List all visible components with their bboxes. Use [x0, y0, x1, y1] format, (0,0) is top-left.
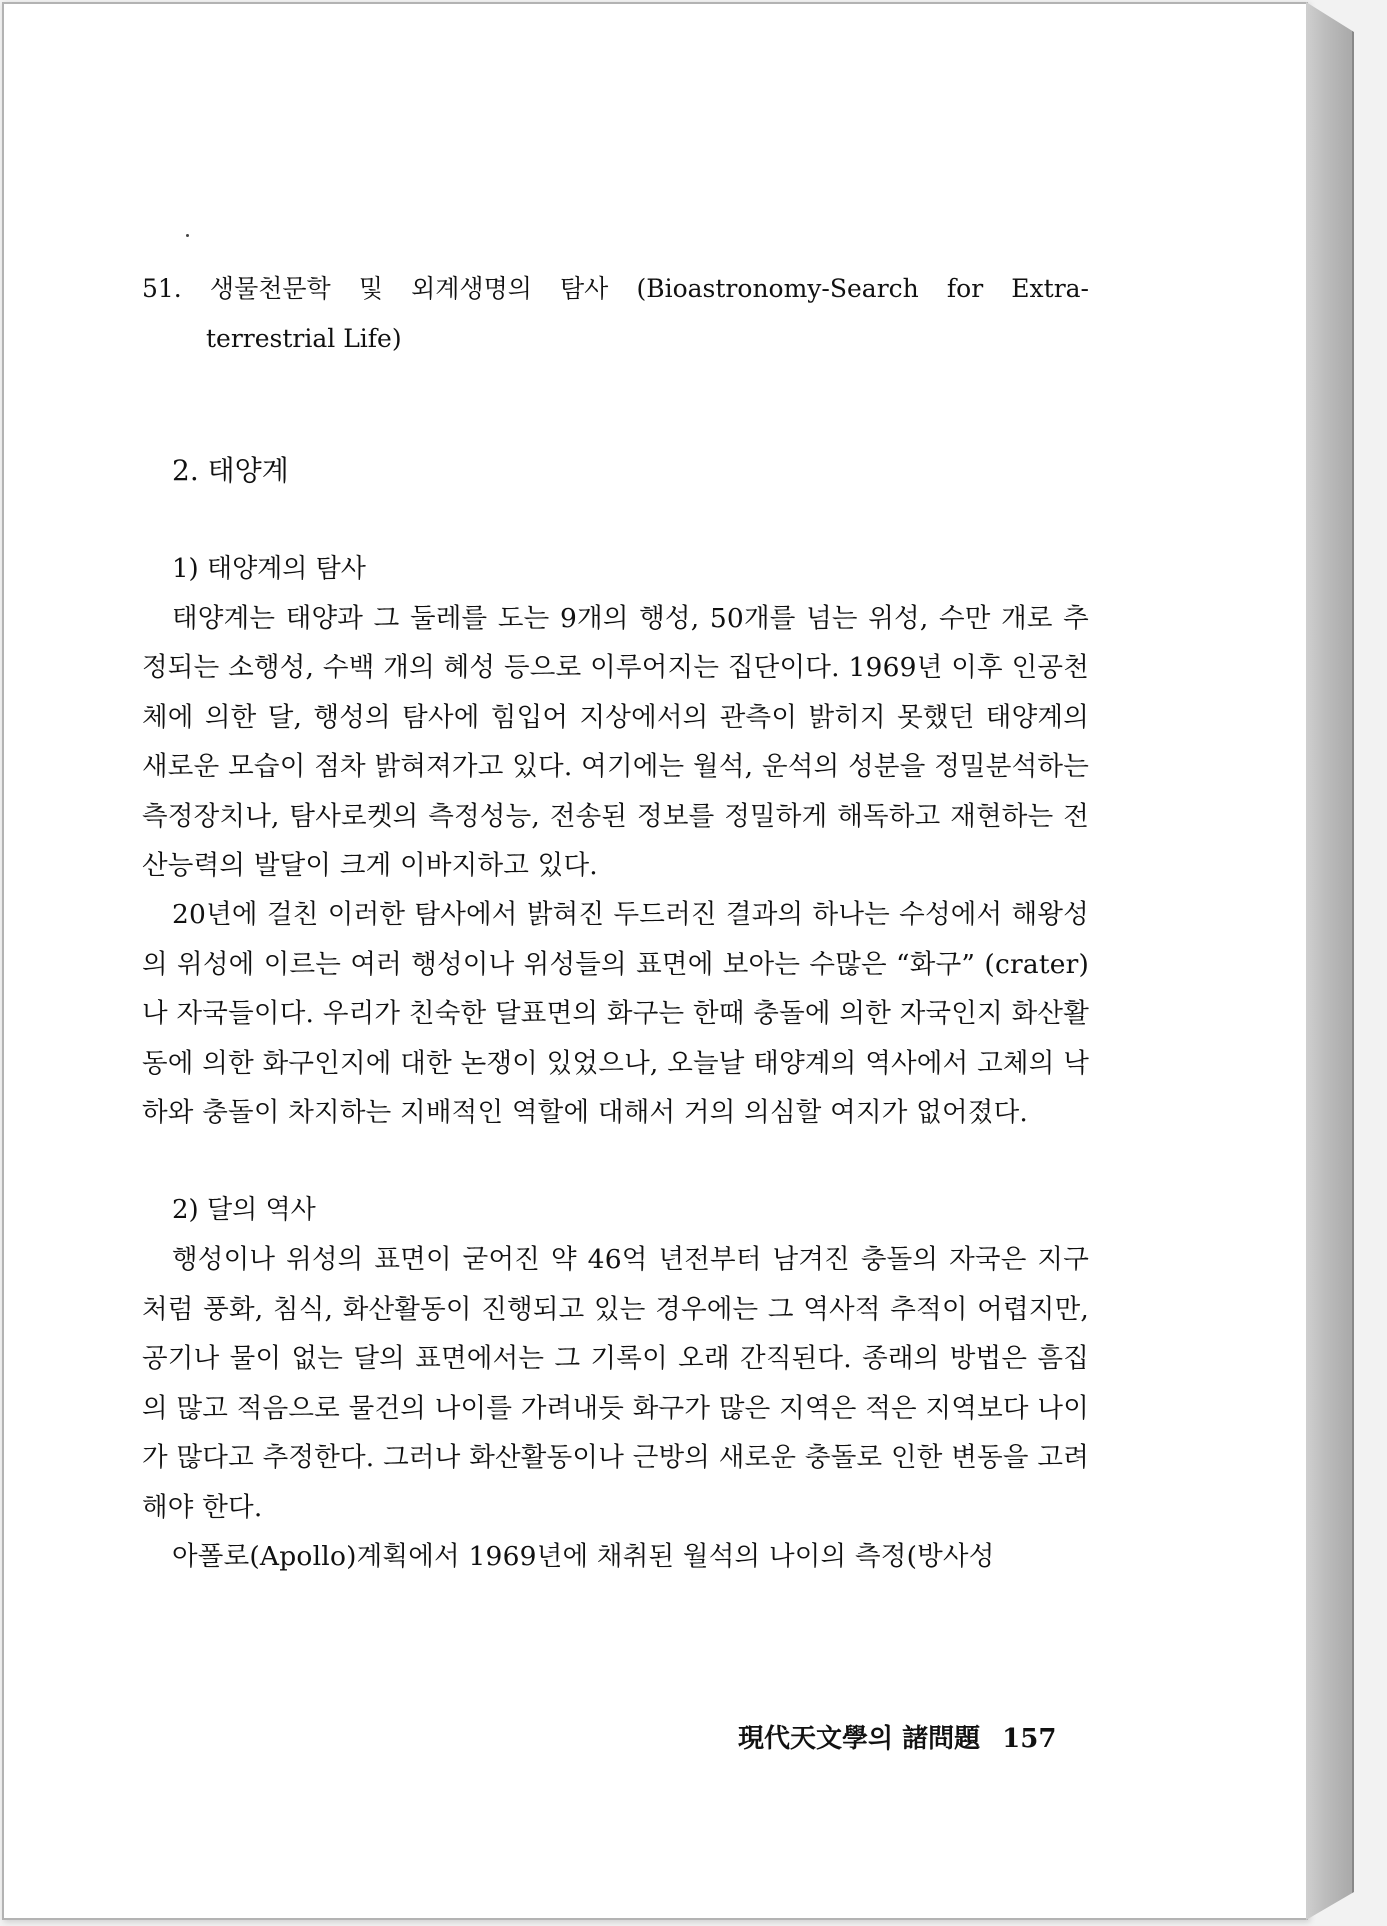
list-item-title-english: (Bioastronomy-Search for Extra-	[636, 274, 1089, 303]
list-item-number: 51.	[142, 274, 182, 303]
page-footer	[738, 1718, 1056, 1755]
section-title: 2. 태양계	[172, 454, 289, 487]
paragraph: 행성이나 위성의 표면이 굳어진 약 46억 년전부터 남겨진 충돌의 자국은 지구처럼 풍화, 침식, 화산활동이 진행되고 있는 경우에는 그 역사적 추적이 어렵지만, 공기나 물이 없는 달의 표면에서는 그 기록이 오래 간직된다. 종래의 방법은 흠집의 많고 적음으로 물건의 나이를 가려내듯 화구가 많은 지역은 적은 지역보다 나이가 많다고 추정한다. 그러나 화산활동이나 근방의 새로운 충돌로 인한 변동을 고려해야 한다.	[142, 1244, 1089, 1523]
book-page	[2, 2, 1308, 1920]
list-item-title-korean: 생물천문학 및 외계생명의 탐사	[209, 274, 609, 303]
book-edge	[1306, 2, 1354, 1920]
running-title: 現代天文學의 諸問題	[738, 1724, 981, 1754]
reference-list-item	[142, 264, 1089, 364]
paragraph: 20년에 걸친 이러한 탐사에서 밝혀진 두드러진 결과의 하나는 수성에서 해왕성의 위성에 이르는 여러 행성이나 위성들의 표면에 보아는 수많은 “화구” (crater)나 자국들이다. 우리가 친숙한 달표면의 화구는 한때 충돌에 의한 자국인지 화산활동에 의한 화구인지에 대한 논쟁이 있었으나, 오늘날 태양계의 역사에서 고체의 낙하와 충돌이 차지하는 지배적인 역할에 대해서 거의 의심할 여지가 없어졌다.	[142, 899, 1089, 1129]
paragraph: 아폴로(Apollo)계획에서 1969년에 채취된 월석의 나이의 측정(방사성	[172, 1540, 995, 1572]
subsection-title-moon-history: 2) 달의 역사	[172, 1195, 316, 1226]
subsection-title-exploration: 1) 태양계의 탐사	[172, 554, 366, 584]
page-body	[142, 264, 1089, 1581]
paragraph: 태양계는 태양과 그 둘레를 도는 9개의 행성, 50개를 넘는 위성, 수만 개로 추정되는 소행성, 수백 개의 혜성 등으로 이루어지는 집단이다. 1969년 이후 인공천체에 의한 달, 행성의 탐사에 힘입어 지상에서의 관측이 밝히지 못했던 태양계의 새로운 모습이 점차 밝혀져가고 있다. 여기에는 월석, 운석의 성분을 정밀분석하는 측정장치나, 탐사로켓의 측정성능, 전송된 정보를 정밀하게 해독하고 재현하는 전산능력의 발달이 크게 이바지하고 있다.	[142, 603, 1089, 882]
page-number: 157	[1002, 1724, 1057, 1754]
scan-speck	[186, 234, 189, 237]
list-item-title-english-continued: terrestrial Life)	[206, 324, 402, 353]
